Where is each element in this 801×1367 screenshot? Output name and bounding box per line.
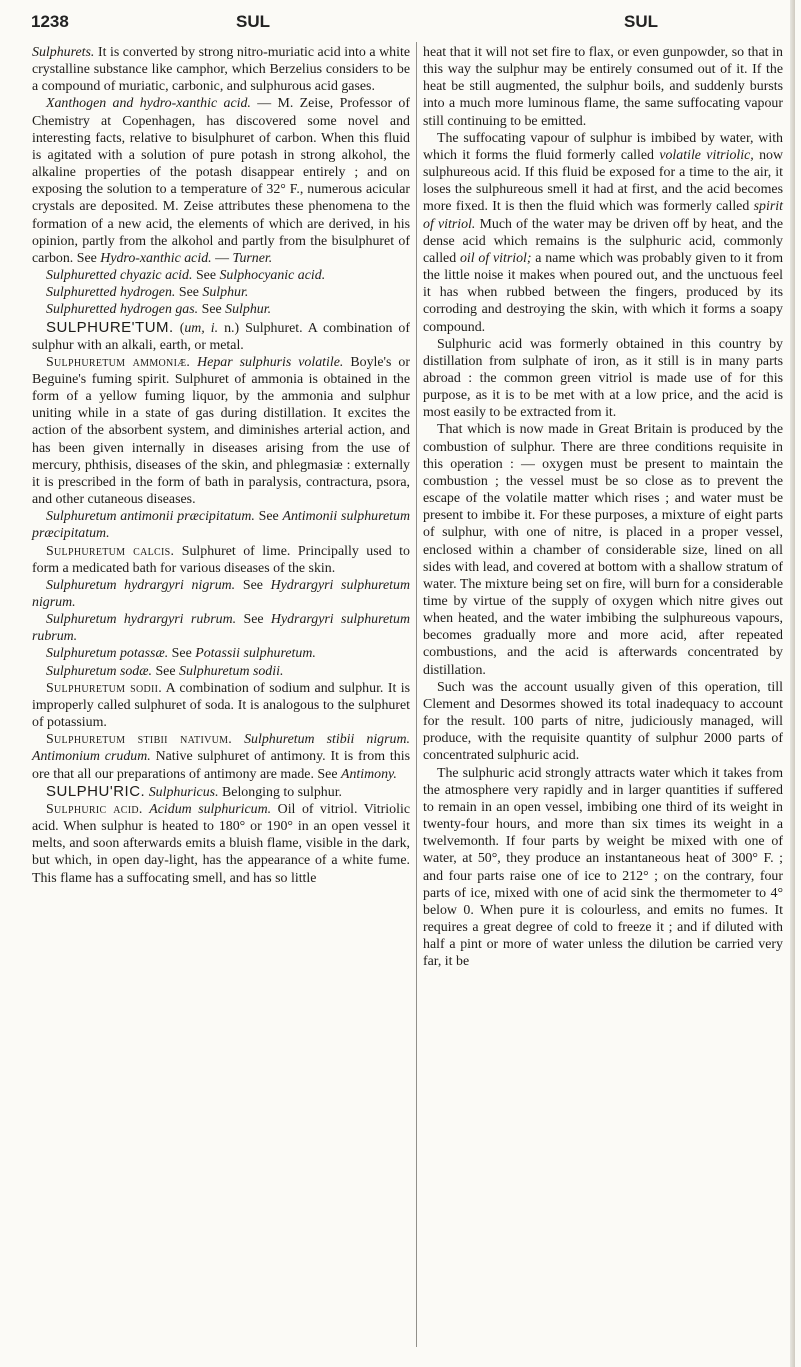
right-paragraph-6: The sulphuric acid strongly attracts water which it takes from the atmosphere very rapidly and in larger quantities if suffered to remain in an open vessel, imbibing one third of its weight in twenty-four hours, and more than six times its weight in a twelvemonth. If four parts by weight be mixed with one of water, at 50°, they produce an instantaneous heat of 300° F. ; and four parts raise one of ice to 212° ; on the contrary, four parts of ice, mixed with one of acid sink the thermometer to 4° below 0. When pure it is colourless, and emits no fumes. It requires a great degree of cold to freeze it ; and if diluted with half a pint or more of water unless the dilution be carried very far, it be (423, 765, 783, 970)
left-paragraph-11: Sulphuretum hydrargyri rubrum. See Hydrargyri sulphuretum rubrum. (32, 612, 410, 645)
right-running-head: SUL (624, 12, 658, 31)
right-paragraph-3: Sulphuric acid was formerly obtained in this country by distillation from sulphate of iron, as it still is in many parts abroad : the common green vitriol is made use of for this purpose, as it is to be met with at a low price, and the acid is most easily to be extracted from it. (423, 336, 783, 421)
left-paragraph-4: Sulphuretted hydrogen. See Sulphur. (46, 285, 249, 301)
page-edge (790, 0, 795, 1367)
right-paragraph-2: The suffocating vapour of sulphur is imbibed by water, with which it forms the fluid formerly called volatile vitriolic, now sulphureous acid. If this fluid be exposed for a time to the air, it loses the sulphureous smell it had at first, and the acid becomes more fixed. It is then the fluid which was formerly called spirit of vitriol. Much of the water may be driven off by heat, and the dense acid which remains is the sulphuric acid, commonly called oil of vitriol; a name which was probably given to it from the little noise it makes when poured out, and the unctuous feel it has when rubbed between the fingers, produced by its corroding and destroying the skin, with which it forms a soapy compound. (423, 130, 784, 335)
left-running-head: SUL (236, 12, 270, 31)
column-divider (416, 42, 417, 1347)
left-paragraph-1: Sulphurets. It is converted by strong nitro-muriatic acid into a white crystalline substance like camphor, which Berzelius considers to be a compound of muriatic, carbonic, and sulphurous acid gases. (32, 45, 410, 95)
left-paragraph-5: Sulphuretted hydrogen gas. See Sulphur. (46, 302, 272, 318)
left-paragraph-12: Sulphuretum potassæ. See Potassii sulphuretum. (46, 646, 316, 662)
left-paragraph-10: Sulphuretum hydrargyri nigrum. See Hydrargyri sulphuretum nigrum. (32, 577, 410, 610)
left-column (32, 44, 410, 887)
right-paragraph-5: Such was the account usually given of this operation, till Clement and Desormes showed its total inadequacy to account for the result. 100 parts of nitre, judiciously managed, will produce, with the requisite quantity of sulphur 2000 parts of concentrated sulphuric acid. (423, 679, 783, 764)
left-paragraph-13: Sulphuretum sodæ. See Sulphuretum sodii. (46, 663, 284, 679)
page-number: 1238 (31, 12, 69, 31)
left-paragraph-17: Sulphuric acid. Acidum sulphuricum. Oil of vitriol. Vitriolic acid. When sulphur is heated to 180° or 190° in an open vessel it melts, and soon afterwards emits a bluish flame, visible in the dark, but which, in open day-light, has the appearance of a white fume. This flame has a suffocating smell, and has so little (32, 801, 410, 886)
left-paragraph-8: Sulphuretum antimonii præcipitatum. See Antimonii sulphuretum præcipitatum. (32, 509, 410, 542)
left-paragraph-3: Sulphuretted chyazic acid. See Sulphocyanic acid. (46, 268, 326, 284)
left-paragraph-6: SULPHURE'TUM. (um, i. n.) Sulphuret. A combination of sulphur with an alkali, earth, or metal. (32, 318, 410, 353)
running-header (31, 12, 787, 36)
left-paragraph-14: Sulphuretum sodii. A combination of sodium and sulphur. It is improperly called sulphuret of soda. It is analogous to the sulphuret of potassium. (32, 680, 410, 731)
right-column (423, 44, 783, 970)
left-paragraph-9: Sulphuretum calcis. Sulphuret of lime. Principally used to form a medicated bath for various diseases of the skin. (32, 543, 410, 576)
left-paragraph-7: Sulphuretum ammoniæ. Hepar sulphuris volatile. Boyle's or Beguine's fuming spirit. Sulphuret of ammonia is obtained in the form of a yellow fuming liquor, by the ammonia and sulphur uniting while in a state of gas during distillation. It excites the action of the absorbent system, and diminishes arterial action, and has been given internally in diseases arising from the use of mercury, phthisis, diseases of the skin, and phlegmasiæ : externally it is prescribed in the form of bath in paralysis, contractura, psora, and other cutaneous diseases. (32, 354, 410, 508)
right-paragraph-4: That which is now made in Great Britain is produced by the combustion of sulphur. There are three conditions requisite in this operation : — oxygen must be present to maintain the combustion ; the vessel must be so close as to prevent the escape of the volatile matter which rises ; and water must be present to imbibe it. For these purposes, a mixture of eight parts of sulphur, with one of nitre, is placed in a proper vessel, enclosed within a chamber of considerable size, lined on all sides with lead, and covered at bottom with a shallow stratum of water. The mixture being set on fire, will burn for a considerable time by virtue of the supply of oxygen which nitre gives out when heated, and the water imbibing the sulphureous vapours, becomes gradually more and more acid, after repeated combustions, and the acid is afterwards concentrated by distillation. (423, 422, 783, 678)
left-paragraph-16: SULPHU'RIC. Sulphuricus. Belonging to sulphur. (46, 782, 343, 800)
left-paragraph-15: Sulphuretum stibii nativum. Sulphuretum stibii nigrum. Antimonium crudum. Native sulphuret of antimony. It is from this ore that all our preparations of antimony are made. See Antimony. (32, 732, 411, 782)
left-paragraph-2: Xanthogen and hydro-xanthic acid. — M. Zeise, Professor of Chemistry at Copenhagen, has discovered some novel and interesting facts, relative to bisulphuret of carbon. When this fluid is agitated with a solution of pure potash in strong alkohol, the alkaline properties of the potash disappear entirely ; and on exposing the solution to a temperature of 32° F., numerous acicular crystals are deposited. M. Zeise attributes these phenomena to the formation of a new acid, the elements of which are derived, in his opinion, partly from the alkohol and partly from the bisulphuret of carbon. See Hydro-xanthic acid. — Turner. (32, 96, 410, 266)
right-paragraph-1: heat that it will not set fire to flax, or even gunpowder, so that in this way the sulphur may be entirely consumed out of it. If the heat be still augmented, the sulphur boils, and suddenly bursts into a much more luminous flame, the same suffocating vapour still continuing to be emitted. (423, 45, 783, 129)
